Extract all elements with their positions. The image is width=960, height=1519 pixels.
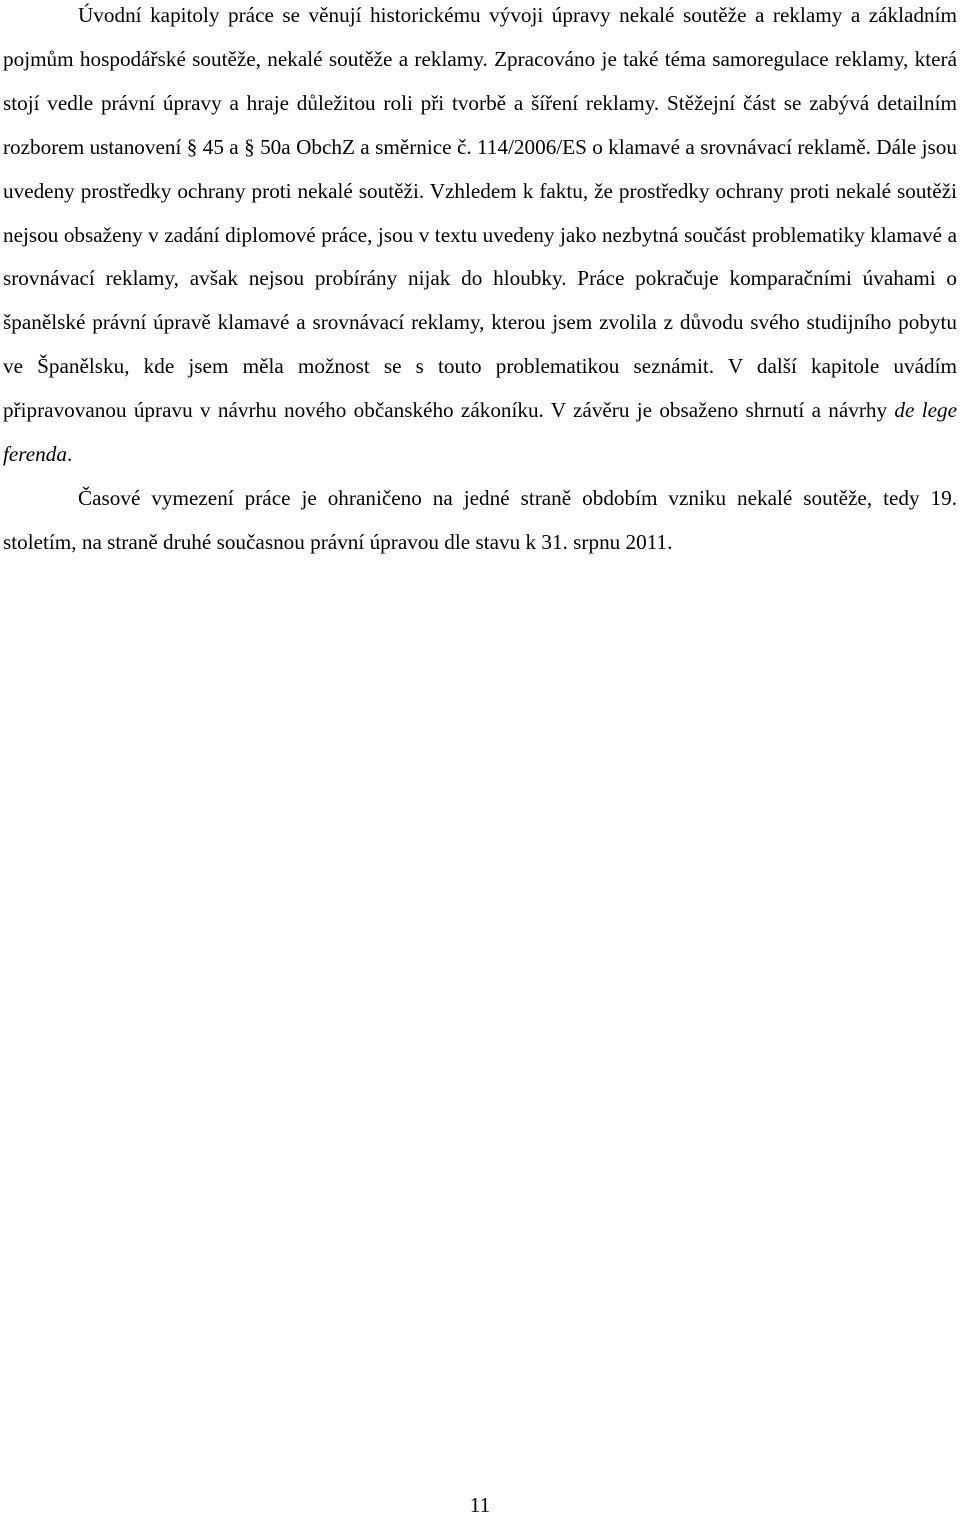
- paragraph-1-italic-phrase: de lege ferenda: [3, 398, 957, 467]
- paragraph-1: [3, 0, 957, 477]
- paragraph-1-end: .: [66, 442, 73, 467]
- page-number: 11: [469, 1493, 491, 1517]
- paragraph-1-text: Úvodní kapitoly práce se věnují historickému vývoji úpravy nekalé soutěže a reklamy a základním pojmům hospodářské soutěže, nekalé soutěže a reklamy. Zpracováno je také téma samoregulace reklamy, která stojí vedle právní úpravy a hraje důležitou roli při tvorbě a šíření reklamy. Stěžejní část se zabývá detailním rozborem ustanovení § 45 a § 50a ObchZ a směrnice č. 114/2006/ES o klamavé a srovnávací reklamě. Dále jsou uvedeny prostředky ochrany proti nekalé soutěži. Vzhledem k faktu, že prostředky ochrany proti nekalé soutěži nejsou obsaženy v zadání diplomové práce, jsou v textu uvedeny jako nezbytná součást problematiky klamavé a srovnávací reklamy, avšak nejsou probírány nijak do hloubky. Práce pokračuje komparačními úvahami o španělské právní úpravě klamavé a srovnávací reklamy, kterou jsem zvolila z důvodu svého studijního pobytu ve Španělsku, kde jsem měla možnost se s touto problematikou seznámit. V další kapitole uvádím připravovanou úpravu v návrhu nového občanského zákoníku. V závěru je obsaženo shrnutí a návrhy: [3, 3, 957, 423]
- paragraph-2-text: Časové vymezení práce je ohraničeno na jedné straně obdobím vzniku nekalé soutěže, tedy 19. stoletím, na straně druhé současnou právní úpravou dle stavu k 31. srpnu 2011.: [3, 485, 957, 554]
- paragraph-2: [3, 477, 957, 565]
- body-text: [3, 0, 957, 565]
